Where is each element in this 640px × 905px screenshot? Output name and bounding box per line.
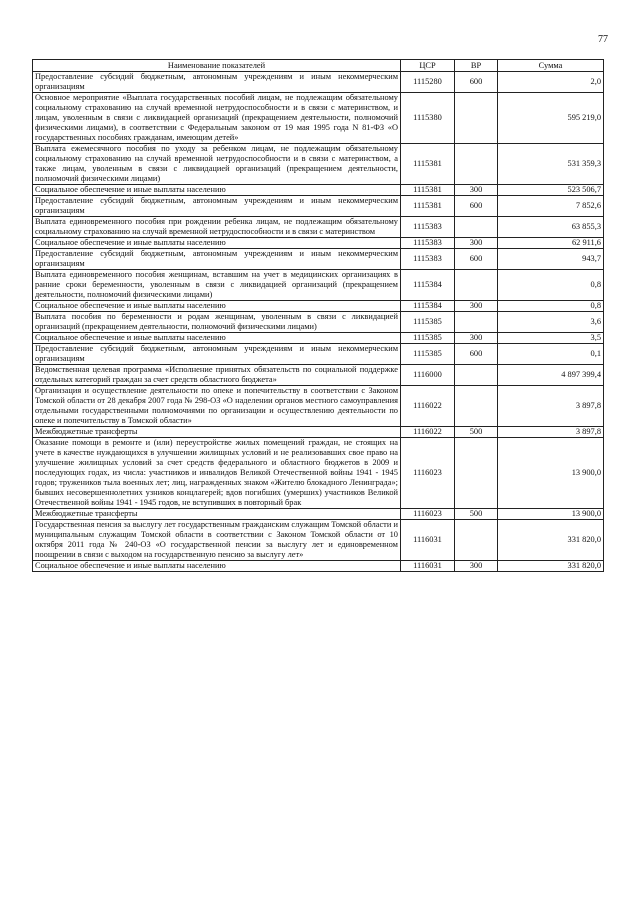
row-name: Основное мероприятие «Выплата государственных пособий лицам, не подлежащим обязательному социальному страхованию на случай временной нетрудоспособности и в связи с материнством, и лицам, уволенным в связи с ликвидацией организаций (прекращением деятельности, полномочий физическими лицами), в соответствии с Федеральным законом от 19 мая 1995 года N 81-ФЗ «О государственных пособиях гражданам, имеющим детей» xyxy=(33,93,401,144)
row-vr xyxy=(455,93,498,144)
row-name: Предоставление субсидий бюджетным, автономным учреждениям и иным некоммерческим организациям xyxy=(33,72,401,93)
row-csr: 1115381 xyxy=(401,144,455,185)
row-sum: 3,5 xyxy=(498,333,604,344)
row-sum: 331 820,0 xyxy=(498,520,604,561)
table-row xyxy=(33,144,604,185)
table-row xyxy=(33,270,604,301)
row-name: Государственная пенсия за выслугу лет государственным гражданским служащим Томской области и муниципальным служащим Томской области в соответствии с Законом Томской области от 10 октября 2011 года № 240-ОЗ «О государственной пенсии за выслугу лет и единовременном поощрении в связи с выходом на государственную пенсию за выслугу лет» xyxy=(33,520,401,561)
row-sum: 523 506,7 xyxy=(498,185,604,196)
row-vr xyxy=(455,520,498,561)
header-row xyxy=(33,60,604,72)
row-sum: 0,8 xyxy=(498,270,604,301)
table-body xyxy=(33,72,604,572)
row-vr xyxy=(455,438,498,509)
row-sum: 62 911,6 xyxy=(498,238,604,249)
row-name: Выплата единовременного пособия при рождении ребенка лицам, не подлежащим обязательному социальному страхованию на случай временной нетрудоспособности и в связи с материнством xyxy=(33,217,401,238)
row-vr xyxy=(455,144,498,185)
row-name: Социальное обеспечение и иные выплаты населению xyxy=(33,301,401,312)
row-name: Социальное обеспечение и иные выплаты населению xyxy=(33,185,401,196)
row-name: Организация и осуществление деятельности по опеке и попечительству в соответствии с Законом Томской области от 28 декабря 2007 года № 298-ОЗ «О наделении органов местного самоуправления отдельными государственными полномочиями по организации и осуществлению деятельности по опеке и попечительству в Томской области» xyxy=(33,386,401,427)
table-row xyxy=(33,217,604,238)
table-row xyxy=(33,344,604,365)
row-csr: 1116023 xyxy=(401,509,455,520)
row-csr: 1115383 xyxy=(401,238,455,249)
row-csr: 1115384 xyxy=(401,270,455,301)
row-sum: 531 359,3 xyxy=(498,144,604,185)
row-name: Ведомственная целевая программа «Исполнение принятых обязательств по социальной поддержке отдельных категорий граждан за счет средств областного бюджета» xyxy=(33,365,401,386)
row-csr: 1115385 xyxy=(401,344,455,365)
page-number: 77 xyxy=(598,34,608,45)
row-csr: 1116000 xyxy=(401,365,455,386)
row-sum: 3,6 xyxy=(498,312,604,333)
row-vr: 300 xyxy=(455,333,498,344)
row-name: Предоставление субсидий бюджетным, автономным учреждениям и иным некоммерческим организациям xyxy=(33,344,401,365)
row-vr xyxy=(455,312,498,333)
header-csr: ЦСР xyxy=(401,60,455,72)
table-row xyxy=(33,185,604,196)
row-csr: 1115384 xyxy=(401,301,455,312)
row-name: Социальное обеспечение и иные выплаты населению xyxy=(33,333,401,344)
row-sum: 7 852,6 xyxy=(498,196,604,217)
row-csr: 1115280 xyxy=(401,72,455,93)
row-sum: 4 897 399,4 xyxy=(498,365,604,386)
row-csr: 1115383 xyxy=(401,249,455,270)
row-sum: 3 897,8 xyxy=(498,427,604,438)
row-sum: 943,7 xyxy=(498,249,604,270)
row-vr: 300 xyxy=(455,561,498,572)
row-vr xyxy=(455,386,498,427)
row-csr: 1115383 xyxy=(401,217,455,238)
table-row xyxy=(33,301,604,312)
row-csr: 1116031 xyxy=(401,561,455,572)
row-name: Социальное обеспечение и иные выплаты населению xyxy=(33,561,401,572)
row-sum: 0,8 xyxy=(498,301,604,312)
row-vr: 600 xyxy=(455,344,498,365)
row-name: Выплата единовременного пособия женщинам, вставшим на учет в медицинских организациях в ранние сроки беременности, уволенным в связи с ликвидацией организаций (прекращением деятельности, полномочий физическими лицами) xyxy=(33,270,401,301)
row-csr: 1116022 xyxy=(401,386,455,427)
table-row xyxy=(33,438,604,509)
header-name: Наименование показателей xyxy=(33,60,401,72)
table-row xyxy=(33,427,604,438)
row-name: Межбюджетные трансферты xyxy=(33,427,401,438)
row-csr: 1115385 xyxy=(401,333,455,344)
table-row xyxy=(33,196,604,217)
row-name: Выплата ежемесячного пособия по уходу за ребенком лицам, не подлежащим обязательному социальному страхованию на случай временной нетрудоспособности и в связи с материнством, а также лицам, уволенным в связи с ликвидацией организаций (прекращением деятельности, полномочий физическими лицами) xyxy=(33,144,401,185)
table-row xyxy=(33,93,604,144)
table-row xyxy=(33,561,604,572)
row-sum: 13 900,0 xyxy=(498,509,604,520)
header-vr: ВР xyxy=(455,60,498,72)
row-sum: 2,0 xyxy=(498,72,604,93)
header-sum: Сумма xyxy=(498,60,604,72)
row-vr: 300 xyxy=(455,238,498,249)
row-csr: 1115380 xyxy=(401,93,455,144)
table-row xyxy=(33,520,604,561)
row-csr: 1116031 xyxy=(401,520,455,561)
row-vr: 600 xyxy=(455,249,498,270)
row-vr: 600 xyxy=(455,72,498,93)
table-row xyxy=(33,312,604,333)
row-csr: 1115381 xyxy=(401,196,455,217)
row-csr: 1115385 xyxy=(401,312,455,333)
row-name: Межбюджетные трансферты xyxy=(33,509,401,520)
row-sum: 3 897,8 xyxy=(498,386,604,427)
row-vr: 300 xyxy=(455,185,498,196)
row-vr xyxy=(455,217,498,238)
row-csr: 1116022 xyxy=(401,427,455,438)
table-row xyxy=(33,333,604,344)
row-name: Оказание помощи в ремонте и (или) переустройстве жилых помещений граждан, не стоящих на учете в качестве нуждающихся в улучшении жилищных условий и не реализовавших свое право на улучшение жилищных условий за счет средств федерального и областного бюджетов в 2009 и последующих годах, из числа: участников и инвалидов Великой Отечественной войны 1941 - 1945 годов; тружеников тыла военных лет; лиц, награжденных знаком «Жителю блокадного Ленинграда»; бывших несовершеннолетних узников концлагерей; вдов погибших (умерших) участников Великой Отечественной войны 1941 - 1945 годов, не вступивших в повторный брак xyxy=(33,438,401,509)
budget-table xyxy=(32,59,604,572)
row-csr: 1115381 xyxy=(401,185,455,196)
table-row xyxy=(33,249,604,270)
row-sum: 331 820,0 xyxy=(498,561,604,572)
row-vr xyxy=(455,365,498,386)
row-vr: 600 xyxy=(455,196,498,217)
row-sum: 595 219,0 xyxy=(498,93,604,144)
table-row xyxy=(33,72,604,93)
row-name: Предоставление субсидий бюджетным, автономным учреждениям и иным некоммерческим организациям xyxy=(33,249,401,270)
row-vr: 300 xyxy=(455,301,498,312)
row-name: Выплата пособия по беременности и родам женщинам, уволенным в связи с ликвидацией организаций (прекращением деятельности, полномочий физическими лицами) xyxy=(33,312,401,333)
row-vr: 500 xyxy=(455,427,498,438)
row-sum: 63 855,3 xyxy=(498,217,604,238)
table-row xyxy=(33,365,604,386)
row-vr xyxy=(455,270,498,301)
table-row xyxy=(33,509,604,520)
row-name: Предоставление субсидий бюджетным, автономным учреждениям и иным некоммерческим организациям xyxy=(33,196,401,217)
row-csr: 1116023 xyxy=(401,438,455,509)
row-name: Социальное обеспечение и иные выплаты населению xyxy=(33,238,401,249)
table-row xyxy=(33,386,604,427)
table-row xyxy=(33,238,604,249)
row-vr: 500 xyxy=(455,509,498,520)
row-sum: 13 900,0 xyxy=(498,438,604,509)
row-sum: 0,1 xyxy=(498,344,604,365)
